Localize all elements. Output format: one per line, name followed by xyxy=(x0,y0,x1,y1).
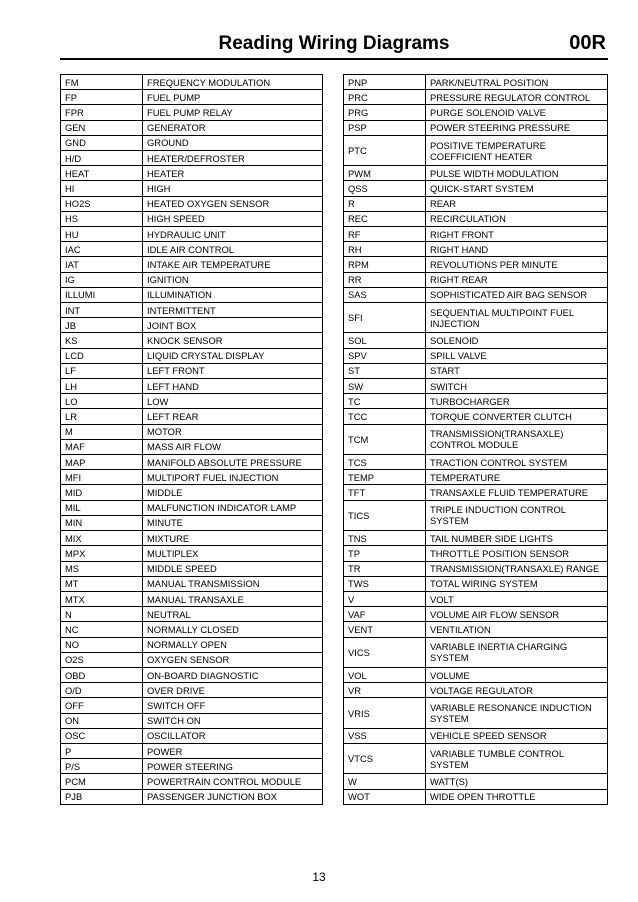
meaning-cell: JOINT BOX xyxy=(143,318,323,333)
abbreviation-cell: R xyxy=(344,196,426,211)
table-row xyxy=(61,303,323,318)
abbreviation-cell: LO xyxy=(61,394,143,409)
table-row xyxy=(344,561,608,576)
table-row xyxy=(61,75,323,90)
meaning-cell: POWER xyxy=(143,743,323,758)
meaning-cell: POWER STEERING xyxy=(143,759,323,774)
meaning-cell: MULTIPORT FUEL INJECTION xyxy=(143,470,323,485)
meaning-cell: TRIPLE INDUCTION CONTROL SYSTEM xyxy=(426,500,608,530)
table-row xyxy=(61,211,323,226)
table-row xyxy=(344,743,608,773)
meaning-cell: RECIRCULATION xyxy=(426,211,608,226)
meaning-cell: GENERATOR xyxy=(143,120,323,135)
meaning-cell: TRANSMISSION(TRANSAXLE) RANGE xyxy=(426,561,608,576)
abbreviation-cell: SOL xyxy=(344,333,426,348)
table-row xyxy=(61,607,323,622)
meaning-cell: HIGH xyxy=(143,181,323,196)
abbreviation-cell: ON xyxy=(61,713,143,728)
abbreviation-cell: P xyxy=(61,743,143,758)
meaning-cell: LEFT REAR xyxy=(143,409,323,424)
meaning-cell: SWITCH OFF xyxy=(143,698,323,713)
table-row xyxy=(344,591,608,606)
meaning-cell: SWITCH ON xyxy=(143,713,323,728)
abbreviation-cell: KS xyxy=(61,333,143,348)
abbreviation-cell: FPR xyxy=(61,105,143,120)
table-row xyxy=(61,683,323,698)
section-code: 00R xyxy=(569,32,606,54)
meaning-cell: OXYGEN SENSOR xyxy=(143,652,323,667)
abbreviation-cell: HO2S xyxy=(61,196,143,211)
meaning-cell: HEATER/DEFROSTER xyxy=(143,151,323,166)
abbreviation-cell: OBD xyxy=(61,667,143,682)
meaning-cell: VOLT xyxy=(426,591,608,606)
meaning-cell: PURGE SOLENOID VALVE xyxy=(426,105,608,120)
abbreviation-cell: PTC xyxy=(344,135,426,165)
table-row xyxy=(61,166,323,181)
table-row xyxy=(344,485,608,500)
meaning-cell: NORMALLY OPEN xyxy=(143,637,323,652)
meaning-cell: NORMALLY CLOSED xyxy=(143,622,323,637)
meaning-cell: MALFUNCTION INDICATOR LAMP xyxy=(143,500,323,515)
meaning-cell: TRANSMISSION(TRANSAXLE) CONTROL MODULE xyxy=(426,424,608,454)
table-row xyxy=(61,318,323,333)
page-number: 13 xyxy=(312,870,326,884)
abbreviation-cell: RPM xyxy=(344,257,426,272)
table-row xyxy=(344,728,608,743)
table-row xyxy=(61,789,323,804)
abbreviation-cell: FP xyxy=(61,90,143,105)
table-row xyxy=(344,348,608,363)
abbreviation-cell: PRC xyxy=(344,90,426,105)
table-row xyxy=(61,242,323,257)
table-row xyxy=(344,287,608,302)
meaning-cell: HIGH SPEED xyxy=(143,211,323,226)
meaning-cell: PRESSURE REGULATOR CONTROL xyxy=(426,90,608,105)
meaning-cell: OVER DRIVE xyxy=(143,683,323,698)
meaning-cell: ILLUMINATION xyxy=(143,287,323,302)
meaning-cell: PULSE WIDTH MODULATION xyxy=(426,166,608,181)
table-row xyxy=(344,667,608,682)
abbreviation-cell: JB xyxy=(61,318,143,333)
abbreviation-cell: VSS xyxy=(344,728,426,743)
abbreviation-cell: TR xyxy=(344,561,426,576)
table-row xyxy=(61,667,323,682)
abbreviation-cell: FM xyxy=(61,75,143,90)
abbreviation-cell: TNS xyxy=(344,531,426,546)
abbreviation-table-right xyxy=(343,74,608,805)
meaning-cell: HYDRAULIC UNIT xyxy=(143,227,323,242)
table-row xyxy=(61,120,323,135)
table-row xyxy=(344,455,608,470)
table-row xyxy=(344,607,608,622)
abbreviation-cell: TICS xyxy=(344,500,426,530)
meaning-cell: VOLTAGE REGULATOR xyxy=(426,683,608,698)
abbreviation-cell: INT xyxy=(61,303,143,318)
table-row xyxy=(61,743,323,758)
table-row xyxy=(61,363,323,378)
meaning-cell: POWER STEERING PRESSURE xyxy=(426,120,608,135)
abbreviation-cell: PCM xyxy=(61,774,143,789)
table-row xyxy=(61,728,323,743)
meaning-cell: LEFT HAND xyxy=(143,379,323,394)
meaning-cell: VARIABLE TUMBLE CONTROL SYSTEM xyxy=(426,743,608,773)
table-row xyxy=(344,470,608,485)
abbreviation-cell: TWS xyxy=(344,576,426,591)
abbreviation-cell: LF xyxy=(61,363,143,378)
table-row xyxy=(344,90,608,105)
meaning-cell: TORQUE CONVERTER CLUTCH xyxy=(426,409,608,424)
abbreviation-cell: MIN xyxy=(61,515,143,530)
meaning-cell: HEATED OXYGEN SENSOR xyxy=(143,196,323,211)
table-row xyxy=(344,272,608,287)
abbreviation-cell: SW xyxy=(344,379,426,394)
meaning-cell: TRACTION CONTROL SYSTEM xyxy=(426,455,608,470)
meaning-cell: TOTAL WIRING SYSTEM xyxy=(426,576,608,591)
table-row xyxy=(61,272,323,287)
table-row xyxy=(344,242,608,257)
table-row xyxy=(61,196,323,211)
abbreviation-cell: SFI xyxy=(344,303,426,333)
abbreviation-cell: QSS xyxy=(344,181,426,196)
table-row xyxy=(344,196,608,211)
table-row xyxy=(61,455,323,470)
meaning-cell: VARIABLE RESONANCE INDUCTION SYSTEM xyxy=(426,698,608,728)
table-row xyxy=(344,181,608,196)
meaning-cell: SPILL VALVE xyxy=(426,348,608,363)
table-row xyxy=(344,576,608,591)
abbreviation-cell: VR xyxy=(344,683,426,698)
abbreviation-cell: TC xyxy=(344,394,426,409)
abbreviation-cell: N xyxy=(61,607,143,622)
table-row xyxy=(61,774,323,789)
meaning-cell: REVOLUTIONS PER MINUTE xyxy=(426,257,608,272)
meaning-cell: VEHICLE SPEED SENSOR xyxy=(426,728,608,743)
abbreviation-cell: MT xyxy=(61,576,143,591)
abbreviation-cell: ST xyxy=(344,363,426,378)
abbreviation-cell: VICS xyxy=(344,637,426,667)
abbreviation-cell: MAP xyxy=(61,455,143,470)
abbreviation-cell: OFF xyxy=(61,698,143,713)
abbreviation-cell: MFI xyxy=(61,470,143,485)
table-row xyxy=(61,561,323,576)
meaning-cell: TAIL NUMBER SIDE LIGHTS xyxy=(426,531,608,546)
abbreviation-cell: V xyxy=(344,591,426,606)
meaning-cell: WATT(S) xyxy=(426,774,608,789)
table-row xyxy=(344,789,608,804)
meaning-cell: VOLUME xyxy=(426,667,608,682)
abbreviation-cell: RF xyxy=(344,227,426,242)
meaning-cell: INTERMITTENT xyxy=(143,303,323,318)
abbreviation-cell: H/D xyxy=(61,151,143,166)
table-row xyxy=(61,287,323,302)
meaning-cell: RIGHT HAND xyxy=(426,242,608,257)
abbreviation-cell: HI xyxy=(61,181,143,196)
table-row xyxy=(61,394,323,409)
abbreviation-cell: TCC xyxy=(344,409,426,424)
abbreviation-cell: TFT xyxy=(344,485,426,500)
table-row xyxy=(344,774,608,789)
meaning-cell: POSITIVE TEMPERATURE COEFFICIENT HEATER xyxy=(426,135,608,165)
table-row xyxy=(61,227,323,242)
meaning-cell: THROTTLE POSITION SENSOR xyxy=(426,546,608,561)
abbreviation-cell: O2S xyxy=(61,652,143,667)
abbreviation-cell: TCM xyxy=(344,424,426,454)
page-title: Reading Wiring Diagrams xyxy=(218,33,450,54)
table-row xyxy=(61,591,323,606)
table-row xyxy=(61,637,323,652)
table-row xyxy=(344,135,608,165)
table-row xyxy=(344,394,608,409)
meaning-cell: TEMPERATURE xyxy=(426,470,608,485)
meaning-cell: PARK/NEUTRAL POSITION xyxy=(426,75,608,90)
abbreviation-cell: OSC xyxy=(61,728,143,743)
meaning-cell: MASS AIR FLOW xyxy=(143,439,323,454)
abbreviation-cell: WOT xyxy=(344,789,426,804)
table-row xyxy=(344,211,608,226)
abbreviation-cell: IAT xyxy=(61,257,143,272)
meaning-cell: LOW xyxy=(143,394,323,409)
abbreviation-cell: PJB xyxy=(61,789,143,804)
abbreviation-cell: RH xyxy=(344,242,426,257)
table-row xyxy=(61,439,323,454)
meaning-cell: IDLE AIR CONTROL xyxy=(143,242,323,257)
meaning-cell: REAR xyxy=(426,196,608,211)
table-row xyxy=(61,105,323,120)
meaning-cell: POWERTRAIN CONTROL MODULE xyxy=(143,774,323,789)
abbreviation-cell: MAF xyxy=(61,439,143,454)
table-row xyxy=(344,257,608,272)
meaning-cell: MULTIPLEX xyxy=(143,546,323,561)
table-row xyxy=(344,379,608,394)
table-row xyxy=(344,424,608,454)
abbreviation-cell: M xyxy=(61,424,143,439)
abbreviation-cell: RR xyxy=(344,272,426,287)
abbreviation-cell: MTX xyxy=(61,591,143,606)
table-row xyxy=(61,698,323,713)
meaning-cell: MANUAL TRANSMISSION xyxy=(143,576,323,591)
abbreviation-cell: VRIS xyxy=(344,698,426,728)
meaning-cell: SOLENOID xyxy=(426,333,608,348)
abbreviation-cell: MID xyxy=(61,485,143,500)
table-row xyxy=(61,333,323,348)
table-row xyxy=(61,759,323,774)
meaning-cell: RIGHT REAR xyxy=(426,272,608,287)
table-row xyxy=(61,576,323,591)
table-row xyxy=(61,622,323,637)
abbreviation-cell: NC xyxy=(61,622,143,637)
table-row xyxy=(61,531,323,546)
table-row xyxy=(344,227,608,242)
abbreviation-cell: LH xyxy=(61,379,143,394)
abbreviation-cell: LR xyxy=(61,409,143,424)
table-row xyxy=(344,698,608,728)
meaning-cell: FREQUENCY MODULATION xyxy=(143,75,323,90)
table-row xyxy=(344,75,608,90)
abbreviation-cell: VOL xyxy=(344,667,426,682)
meaning-cell: RIGHT FRONT xyxy=(426,227,608,242)
meaning-cell: MANIFOLD ABSOLUTE PRESSURE xyxy=(143,455,323,470)
meaning-cell: SOPHISTICATED AIR BAG SENSOR xyxy=(426,287,608,302)
table-row xyxy=(344,333,608,348)
table-row xyxy=(344,622,608,637)
abbreviation-cell: MIX xyxy=(61,531,143,546)
abbreviation-cell: O/D xyxy=(61,683,143,698)
table-row xyxy=(61,90,323,105)
abbreviation-cell: TP xyxy=(344,546,426,561)
table-row xyxy=(61,181,323,196)
abbreviation-cell: GND xyxy=(61,135,143,150)
meaning-cell: INTAKE AIR TEMPERATURE xyxy=(143,257,323,272)
table-row xyxy=(61,470,323,485)
table-row xyxy=(61,652,323,667)
abbreviation-cell: PNP xyxy=(344,75,426,90)
table-row xyxy=(61,409,323,424)
meaning-cell: OSCILLATOR xyxy=(143,728,323,743)
abbreviation-cell: GEN xyxy=(61,120,143,135)
meaning-cell: FUEL PUMP RELAY xyxy=(143,105,323,120)
abbreviation-table-left xyxy=(60,74,323,805)
meaning-cell: LEFT FRONT xyxy=(143,363,323,378)
table-row xyxy=(344,546,608,561)
abbreviation-cell: W xyxy=(344,774,426,789)
table-row xyxy=(344,683,608,698)
table-row xyxy=(61,713,323,728)
meaning-cell: MANUAL TRANSAXLE xyxy=(143,591,323,606)
abbreviation-cell: HS xyxy=(61,211,143,226)
table-row xyxy=(344,105,608,120)
table-row xyxy=(344,363,608,378)
meaning-cell: MIXTURE xyxy=(143,531,323,546)
abbreviation-cell: REC xyxy=(344,211,426,226)
abbreviation-cell: NO xyxy=(61,637,143,652)
table-row xyxy=(344,120,608,135)
meaning-cell: MIDDLE xyxy=(143,485,323,500)
abbreviation-cell: MIL xyxy=(61,500,143,515)
table-row xyxy=(61,485,323,500)
abbreviation-cell: IG xyxy=(61,272,143,287)
meaning-cell: FUEL PUMP xyxy=(143,90,323,105)
abbreviation-cell: HU xyxy=(61,227,143,242)
table-row xyxy=(61,151,323,166)
meaning-cell: SEQUENTIAL MULTIPOINT FUEL INJECTION xyxy=(426,303,608,333)
meaning-cell: NEUTRAL xyxy=(143,607,323,622)
meaning-cell: LIQUID CRYSTAL DISPLAY xyxy=(143,348,323,363)
meaning-cell: KNOCK SENSOR xyxy=(143,333,323,348)
meaning-cell: SWITCH xyxy=(426,379,608,394)
meaning-cell: GROUND xyxy=(143,135,323,150)
table-row xyxy=(344,531,608,546)
table-row xyxy=(61,500,323,515)
meaning-cell: START xyxy=(426,363,608,378)
abbreviation-cell: LCD xyxy=(61,348,143,363)
table-row xyxy=(61,135,323,150)
meaning-cell: ON-BOARD DIAGNOSTIC xyxy=(143,667,323,682)
abbreviation-cell: PRG xyxy=(344,105,426,120)
meaning-cell: MOTOR xyxy=(143,424,323,439)
abbreviation-cell: TEMP xyxy=(344,470,426,485)
meaning-cell: IGNITION xyxy=(143,272,323,287)
abbreviation-cell: IAC xyxy=(61,242,143,257)
table-row xyxy=(61,348,323,363)
meaning-cell: WIDE OPEN THROTTLE xyxy=(426,789,608,804)
page-header xyxy=(60,28,608,60)
table-row xyxy=(61,515,323,530)
meaning-cell: HEATER xyxy=(143,166,323,181)
table-row xyxy=(61,424,323,439)
table-row xyxy=(344,500,608,530)
abbreviation-cell: VTCS xyxy=(344,743,426,773)
table-row xyxy=(344,637,608,667)
abbreviation-cell: VAF xyxy=(344,607,426,622)
meaning-cell: MINUTE xyxy=(143,515,323,530)
table-row xyxy=(344,303,608,333)
abbreviation-cell: VENT xyxy=(344,622,426,637)
meaning-cell: VENTILATION xyxy=(426,622,608,637)
meaning-cell: PASSENGER JUNCTION BOX xyxy=(143,789,323,804)
abbreviation-cell: SPV xyxy=(344,348,426,363)
abbreviation-cell: HEAT xyxy=(61,166,143,181)
table-row xyxy=(344,166,608,181)
table-row xyxy=(61,257,323,272)
meaning-cell: TURBOCHARGER xyxy=(426,394,608,409)
abbreviation-cell: MPX xyxy=(61,546,143,561)
table-row xyxy=(61,379,323,394)
abbreviation-cell: TCS xyxy=(344,455,426,470)
table-row xyxy=(344,409,608,424)
meaning-cell: MIDDLE SPEED xyxy=(143,561,323,576)
abbreviation-cell: PSP xyxy=(344,120,426,135)
meaning-cell: TRANSAXLE FLUID TEMPERATURE xyxy=(426,485,608,500)
table-row xyxy=(61,546,323,561)
abbreviation-cell: SAS xyxy=(344,287,426,302)
meaning-cell: VARIABLE INERTIA CHARGING SYSTEM xyxy=(426,637,608,667)
meaning-cell: QUICK-START SYSTEM xyxy=(426,181,608,196)
abbreviation-cell: MS xyxy=(61,561,143,576)
abbreviation-cell: ILLUMI xyxy=(61,287,143,302)
abbreviation-cell: PWM xyxy=(344,166,426,181)
abbreviation-cell: P/S xyxy=(61,759,143,774)
meaning-cell: VOLUME AIR FLOW SENSOR xyxy=(426,607,608,622)
